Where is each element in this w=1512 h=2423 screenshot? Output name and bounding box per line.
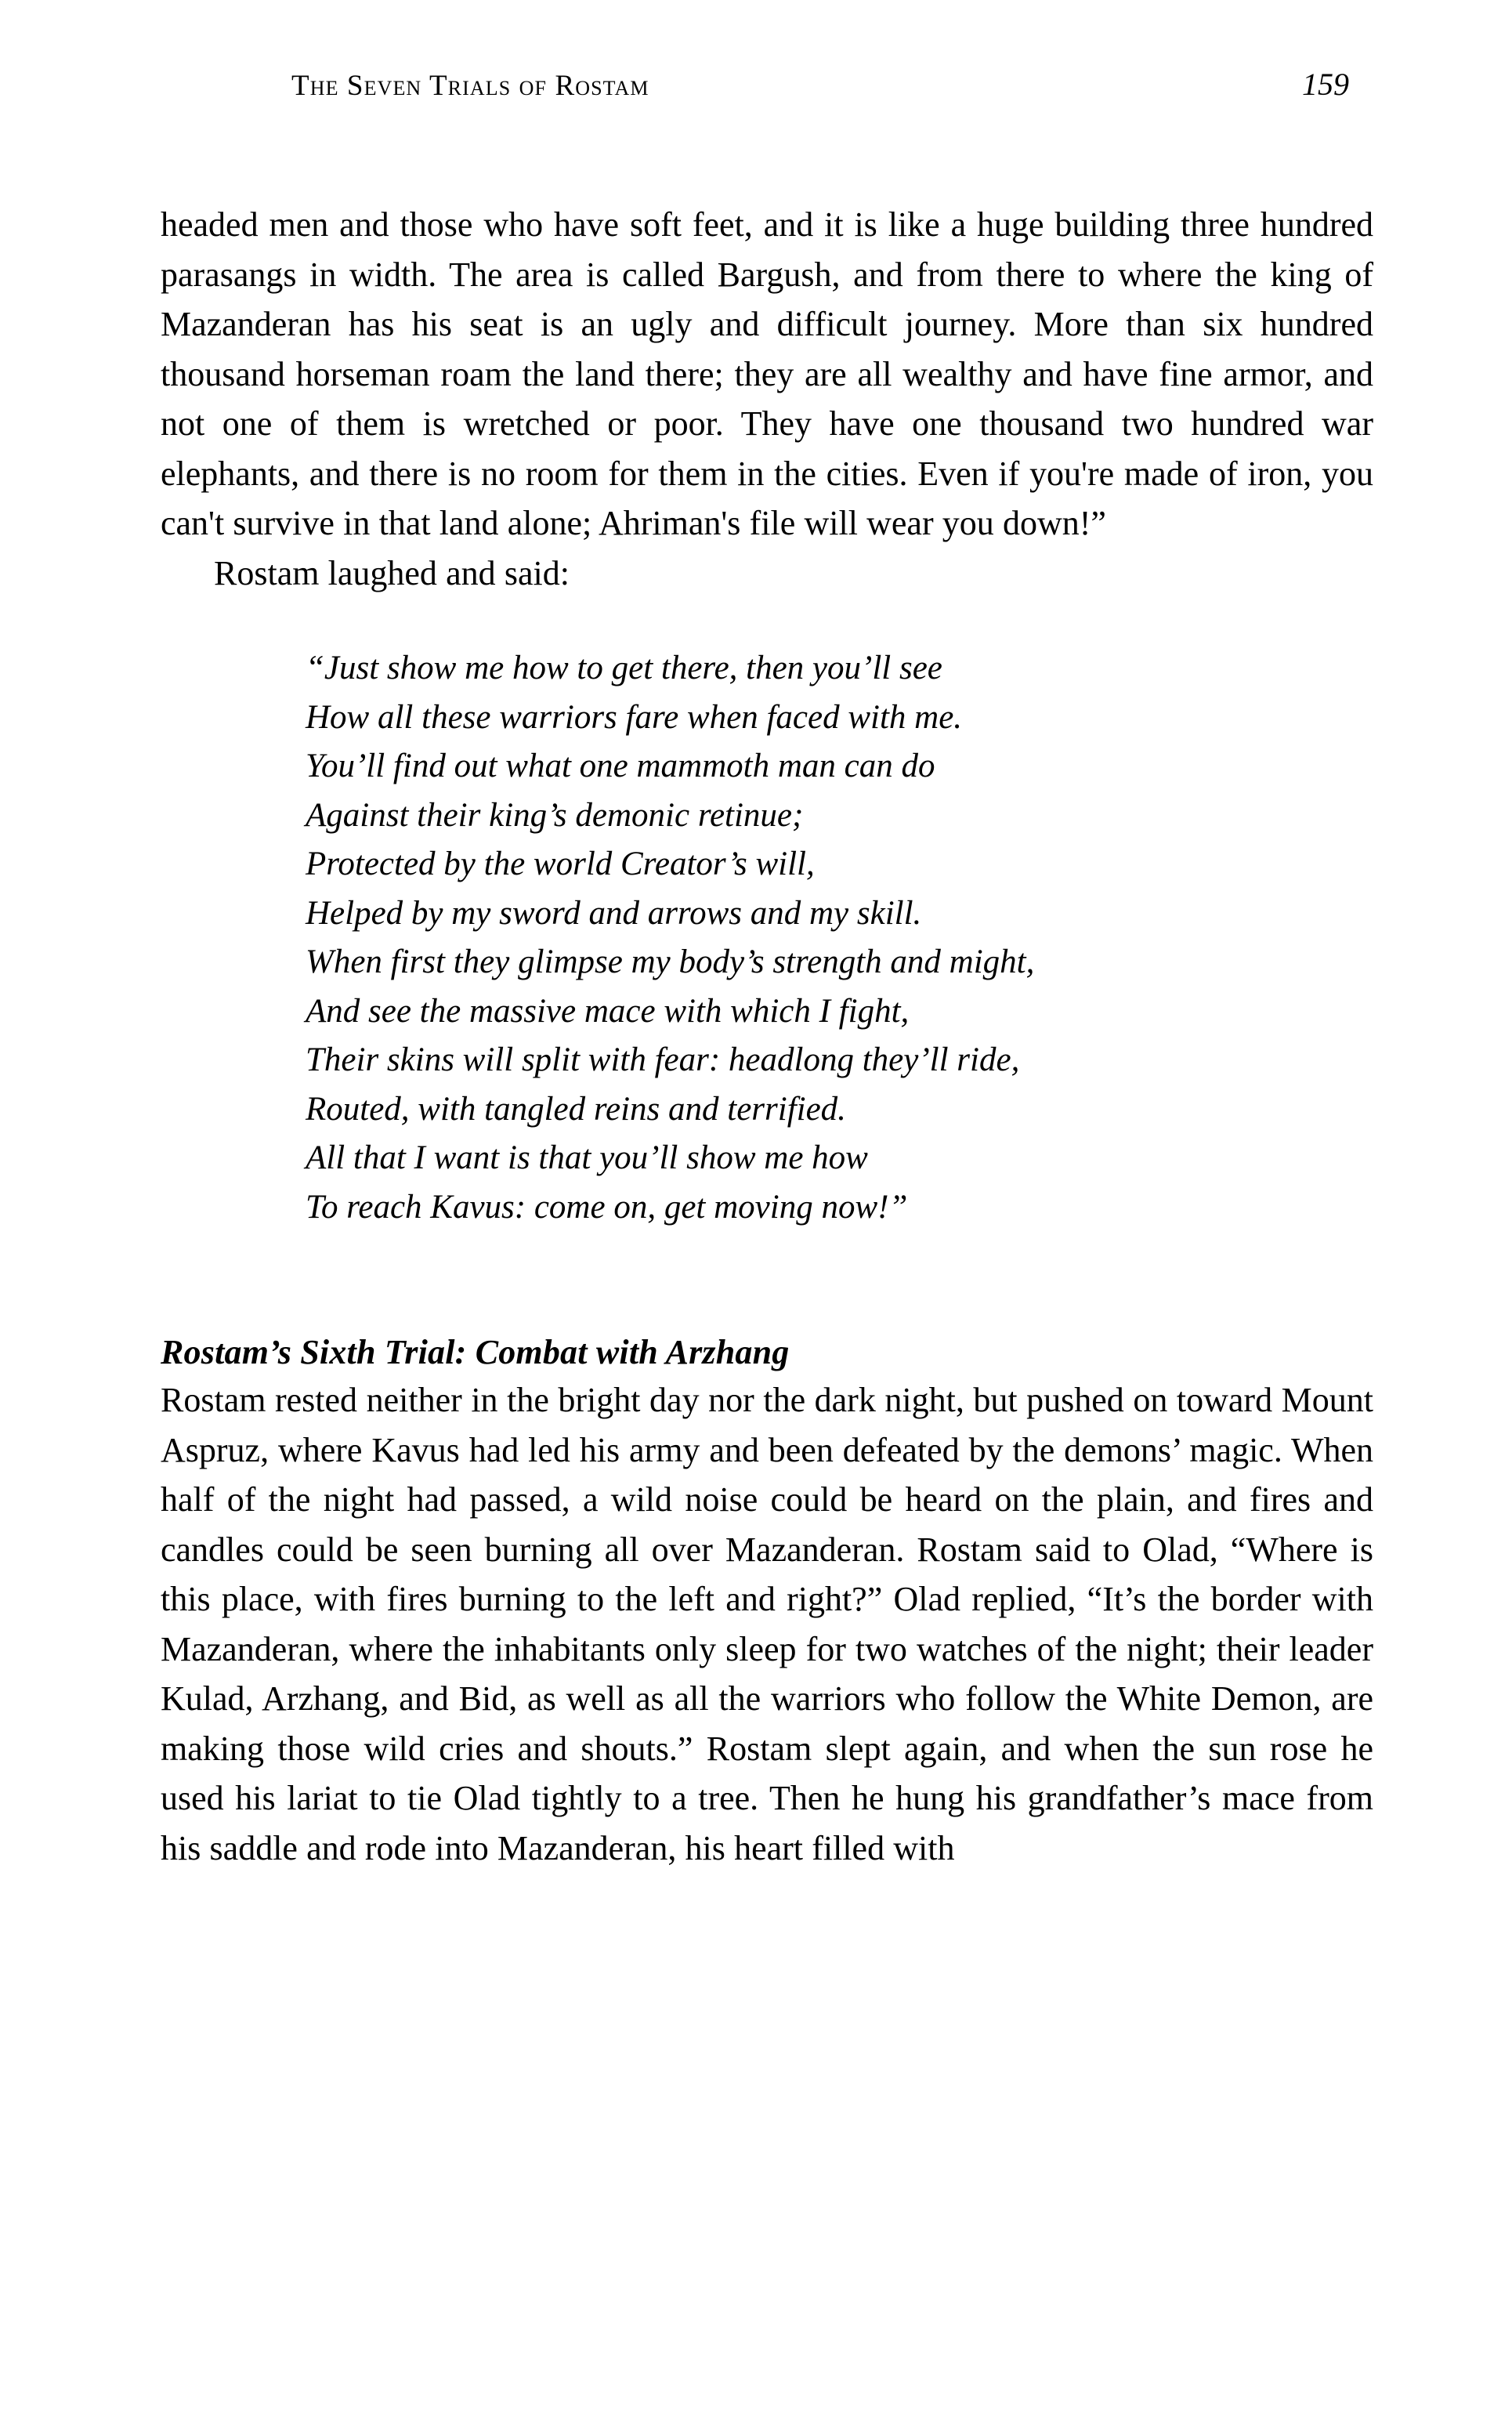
verse-line: Routed, with tangled reins and terrified. <box>306 1090 846 1128</box>
verse-line: To reach Kavus: come on, get moving now!” <box>306 1188 908 1226</box>
verse-line: Against their king’s demonic retinue; <box>306 796 804 834</box>
running-head <box>161 69 1371 113</box>
verse-line: “Just show me how to get there, then you’ll see <box>306 650 942 686</box>
verse-line: You’ll find out what one mammoth man can do <box>306 748 935 784</box>
paragraph-sixth-trial: Rostam rested neither in the bright day nor the dark night, but pushed on toward Mount Aspruz, where Kavus had led his army and been defeated by the demons’ magic. When half of the night had passed, a wild noise could be heard on the plain, and fires and candles could be seen burning all over Mazanderan. Rostam said to Olad, “Where is this place, with fires burning to the left and right?” Olad replied, “It’s the border with Mazanderan, where the inhabitants only sleep for two watches of the night; their leader Kulad, Arzhang, and Bid, as well as all the warriors who follow the White Demon, are making those wild cries and shouts.” Rostam slept again, and when the sun rose he used his lariat to tie Olad tightly to a tree. Then he hung his grandfather’s mace from his saddle and rode into Mazanderan, his heart filled with <box>161 1381 1373 1867</box>
verse-line: And see the massive mace with which I fight, <box>306 992 910 1030</box>
page-number: 159 <box>1302 67 1349 102</box>
verse-line: All that I want is that you’ll show me how <box>306 1139 868 1176</box>
paragraph-rostam-laughed: Rostam laughed and said: <box>214 553 570 592</box>
verse-line: When first they glimpse my body’s strength and might, <box>306 943 1035 980</box>
section-heading: Rostam’s Sixth Trial: Combat with Arzhang <box>161 1333 790 1371</box>
paragraph-continued: headed men and those who have soft feet, and it is like a huge building three hundred parasangs in width. The area is called Bargush, and from there to where the king of Mazanderan has his seat is an ugly and difficult journey. More than six hundred thousand horseman roam the land there; they are all wealthy and have fine armor, and not one of them is wretched or poor. They have one thousand two hundred war elephants, and there is no room for them in the cities. Even if you're made of iron, you can't survive in that land alone; Ahriman's file will wear you down!” <box>161 205 1373 542</box>
running-head-title: The Seven Trials of Rostam <box>291 70 649 102</box>
text-block <box>161 200 1373 1873</box>
verse-line: Protected by the world Creator’s will, <box>306 846 815 882</box>
verse-line: Helped by my sword and arrows and my skill. <box>306 894 922 932</box>
verse-line: Their skins will split with fear: headlong they’ll ride, <box>306 1041 1020 1078</box>
verse-line: How all these warriors fare when faced with me. <box>306 698 963 736</box>
section-spacer <box>161 1232 1373 1330</box>
verse-block <box>161 644 1373 1232</box>
